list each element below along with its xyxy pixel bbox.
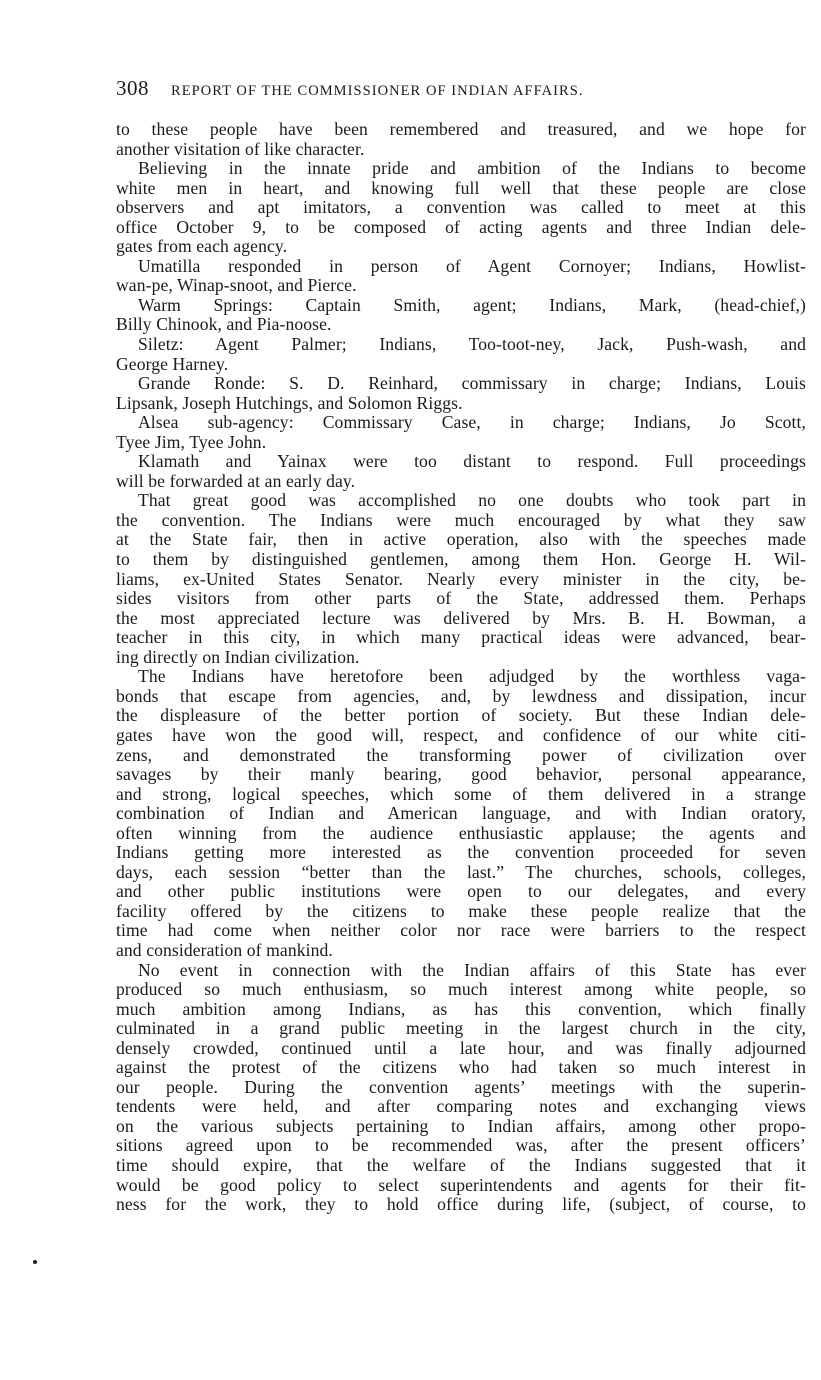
text-line: gates have won the good will, respect, and confidence of our white citi- <box>116 724 806 745</box>
document-page <box>116 76 806 1215</box>
text-line: sides visitors from other parts of the State, addressed them. Perhaps <box>116 588 806 609</box>
text-line: facility offered by the citizens to make these people realize that the <box>116 900 806 921</box>
text-line: Lipsank, Joseph Hutchings, and Solomon Riggs. <box>116 392 463 413</box>
text-line: and consideration of mankind. <box>116 939 333 960</box>
text-line: liams, ex-United States Senator. Nearly every minister in the city, be- <box>116 568 806 589</box>
text-line: and other public institutions were open to our delegates, and every <box>116 881 806 902</box>
text-line: The Indians have heretofore been adjudged by the worthless vaga- <box>138 666 806 687</box>
text-line: Tyee Jim, Tyee John. <box>116 431 267 452</box>
text-line: the displeasure of the better portion of society. But these Indian dele- <box>116 705 806 726</box>
text-line: George Harney. <box>116 353 229 374</box>
text-line: our people. During the convention agents’ meetings with the superin- <box>116 1076 806 1097</box>
paragraph <box>116 335 806 374</box>
text-line: to these people have been remembered and treasured, and we hope for <box>116 119 806 139</box>
text-line: Grande Ronde: S. D. Reinhard, commissary in charge; Indians, Louis <box>138 373 806 394</box>
text-line: would be good policy to select superintendents and agents for their fit- <box>116 1174 806 1195</box>
margin-mark <box>33 1260 37 1264</box>
text-line: ness for the work, they to hold office during life, (subject, of course, to <box>116 1194 806 1215</box>
text-line: Umatilla responded in person of Agent Cornoyer; Indians, Howlist- <box>138 255 806 276</box>
text-line: culminated in a grand public meeting in the largest church in the city, <box>116 1018 806 1039</box>
text-line: No event in connection with the Indian affairs of this State has ever <box>138 959 806 980</box>
text-line: densely crowded, continued until a late hour, and was finally adjourned <box>116 1037 806 1058</box>
paragraph <box>116 120 806 159</box>
text-line: Alsea sub-agency: Commissary Case, in charge; Indians, Jo Scott, <box>138 412 806 433</box>
page-header <box>116 76 806 106</box>
text-line: observers and apt imitators, a convention was called to meet at this <box>116 197 806 218</box>
body-text <box>116 120 806 1215</box>
text-line: and strong, logical speeches, which some of them delivered in a strange <box>116 783 806 804</box>
text-line: on the various subjects pertaining to Indian affairs, among other propo- <box>116 1115 806 1136</box>
text-line: zens, and demonstrated the transforming power of civilization over <box>116 744 806 765</box>
text-line: Klamath and Yainax were too distant to respond. Full proceedings <box>138 451 806 472</box>
text-line: much ambition among Indians, as has this convention, which finally <box>116 998 806 1019</box>
text-line: another visitation of like character. <box>116 138 365 159</box>
page-number: 308 <box>116 76 149 100</box>
text-line: white men in heart, and knowing full well that these people are close <box>116 177 806 198</box>
text-line: the most appreciated lecture was delivered by Mrs. B. H. Bowman, a <box>116 607 806 628</box>
text-line: ing directly on Indian civilization. <box>116 646 360 667</box>
paragraph <box>116 296 806 335</box>
text-line: office October 9, to be composed of acting agents and three Indian dele- <box>116 216 806 237</box>
text-line: will be forwarded at an early day. <box>116 470 356 491</box>
text-line: produced so much enthusiasm, so much interest among white people, so <box>116 979 806 1000</box>
text-line: teacher in this city, in which many practical ideas were advanced, bear- <box>116 627 806 648</box>
paragraph <box>116 667 806 960</box>
paragraph <box>116 257 806 296</box>
text-line: gates from each agency. <box>116 236 288 257</box>
text-line: That great good was accomplished no one doubts who took part in <box>138 490 806 511</box>
text-line: days, each session “better than the last.” The churches, schools, colleges, <box>116 861 806 882</box>
text-line: Indians getting more interested as the convention proceeded for seven <box>116 842 806 863</box>
paragraph <box>116 159 806 257</box>
text-line: to them by distinguished gentlemen, among them Hon. George H. Wil- <box>116 549 806 570</box>
text-line: time had come when neither color nor race were barriers to the respect <box>116 920 806 941</box>
text-line: combination of Indian and American language, and with Indian oratory, <box>116 803 806 824</box>
text-line: savages by their manly bearing, good behavior, personal appearance, <box>116 764 806 785</box>
text-line: sitions agreed upon to be recommended was, after the present officers’ <box>116 1135 806 1156</box>
text-line: wan-pe, Winap-snoot, and Pierce. <box>116 275 357 296</box>
running-head: REPORT OF THE COMMISSIONER OF INDIAN AFFAIRS. <box>171 83 584 99</box>
paragraph <box>116 491 806 667</box>
paragraph <box>116 961 806 1215</box>
text-line: Siletz: Agent Palmer; Indians, Too-toot-ney, Jack, Push-wash, and <box>138 334 806 355</box>
text-line: Believing in the innate pride and ambition of the Indians to become <box>138 158 806 179</box>
text-line: against the protest of the citizens who had taken so much interest in <box>116 1057 806 1078</box>
text-line: at the State fair, then in active operation, also with the speeches made <box>116 529 806 550</box>
text-line: Billy Chinook, and Pia-noose. <box>116 314 332 335</box>
paragraph <box>116 374 806 413</box>
text-line: the convention. The Indians were much encouraged by what they saw <box>116 509 806 530</box>
paragraph <box>116 452 806 491</box>
text-line: time should expire, that the welfare of the Indians suggested that it <box>116 1154 806 1175</box>
paragraph <box>116 413 806 452</box>
text-line: tendents were held, and after comparing notes and exchanging views <box>116 1096 806 1117</box>
text-line: bonds that escape from agencies, and, by lewdness and dissipation, incur <box>116 685 806 706</box>
text-line: often winning from the audience enthusiastic applause; the agents and <box>116 822 806 843</box>
text-line: Warm Springs: Captain Smith, agent; Indians, Mark, (head-chief,) <box>138 294 806 315</box>
